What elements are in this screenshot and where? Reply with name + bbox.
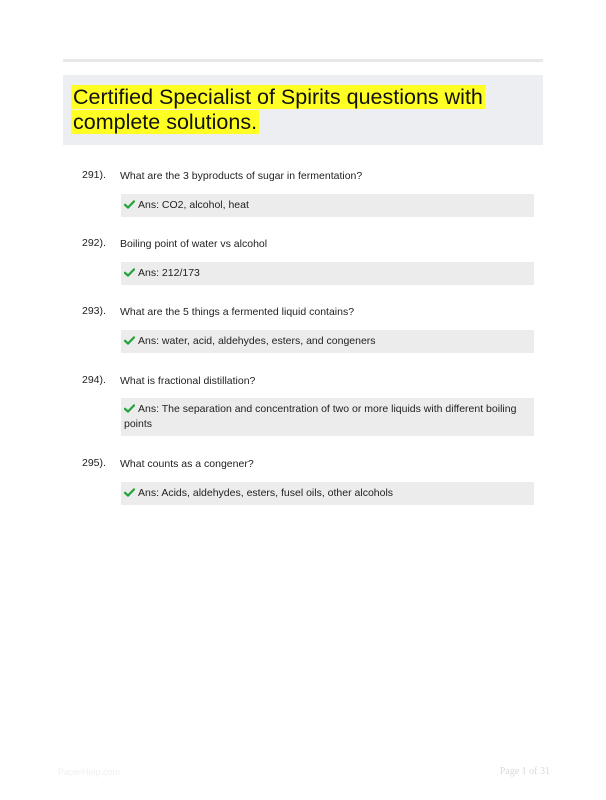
answer-text: Ans: The separation and concentration of two or more liquids with different boiling points (124, 403, 517, 430)
answer-box (121, 482, 534, 505)
question-text: What are the 5 things a fermented liquid contains? (120, 306, 355, 318)
footer-watermark: PaperHelp.com (58, 767, 121, 777)
answer-text: Ans: water, acid, aldehydes, esters, and congeners (138, 335, 376, 347)
check-icon (124, 336, 135, 345)
title-banner (63, 75, 543, 145)
question-text: What counts as a congener? (120, 458, 254, 470)
answer-text: Ans: 212/173 (138, 267, 200, 279)
question-text: Boiling point of water vs alcohol (120, 238, 268, 250)
question-number: 291). (82, 169, 106, 181)
question-number: 294). (82, 374, 106, 386)
answer-box (121, 262, 534, 285)
answer-box (121, 194, 534, 217)
question-number: 292). (82, 237, 106, 249)
answer-box (121, 398, 534, 436)
top-divider (63, 59, 543, 62)
question-number: 295). (82, 457, 106, 469)
answer-text: Ans: Acids, aldehydes, esters, fusel oils, other alcohols (138, 487, 394, 499)
check-icon (124, 200, 135, 209)
answer-text: Ans: CO2, alcohol, heat (138, 199, 249, 211)
question-number: 293). (82, 305, 106, 317)
check-icon (124, 488, 135, 497)
check-icon (124, 404, 135, 413)
question-text: What are the 3 byproducts of sugar in fermentation? (120, 170, 363, 182)
question-text: What is fractional distillation? (120, 375, 256, 387)
page-number: Page 1 of 31 (499, 766, 550, 777)
page-title: Certified Specialist of Spirits questions with complete solutions. (73, 85, 483, 134)
answer-box (121, 330, 534, 353)
check-icon (124, 268, 135, 277)
